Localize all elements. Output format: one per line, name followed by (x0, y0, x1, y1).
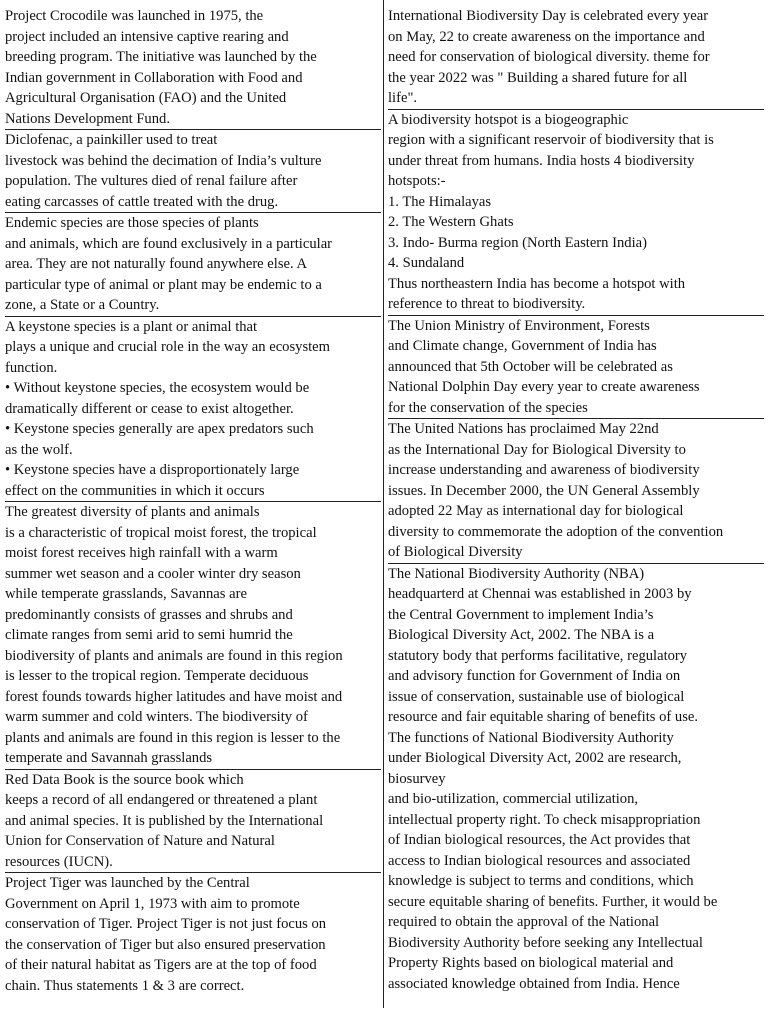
note-line: on May, 22 to create awareness on the importance and (388, 28, 705, 45)
note-line: Thus northeastern India has become a hotspot with (388, 275, 686, 292)
note-line: Property Rights based on biological material and (388, 955, 674, 971)
note-line: issue of conservation, sustainable use of biological (388, 688, 685, 705)
note-line: is lesser to the tropical region. Temperate deciduous (5, 668, 309, 684)
note-line: 3. Indo- Burma region (North Eastern India) (388, 234, 647, 251)
note-line: A keystone species is a plant or animal that (5, 318, 258, 335)
note-line: Project Crocodile was launched in 1975, the (5, 8, 264, 24)
note-line: International Biodiversity Day is celebrated every year (388, 8, 709, 24)
note-line: Red Data Book is the source book which (5, 771, 244, 788)
column-divider (383, 0, 384, 1008)
note-line: function. (5, 359, 58, 376)
note-line: particular type of animal or plant may be endemic to a (5, 276, 322, 293)
note-line: population. The vultures died of renal failure after (5, 173, 298, 189)
note-line: Union for Conservation of Nature and Natural (5, 833, 275, 849)
note-line: The greatest diversity of plants and animals (5, 504, 260, 520)
note-block (5, 213, 381, 317)
note-line: • Without keystone species, the ecosystem would be (5, 380, 310, 396)
note-line: Nations Development Fund. (5, 110, 170, 127)
note-block (5, 317, 381, 503)
note-line: Diclofenac, a painkiller used to treat (5, 132, 218, 148)
note-line: for the conservation of the species (388, 399, 588, 416)
note-line: Government on April 1, 1973 with aim to promote (5, 895, 300, 912)
note-line: resource and fair equitable sharing of benefits of use. (388, 709, 698, 725)
note-line: National Dolphin Day every year to create awareness (388, 379, 700, 395)
note-line: and Climate change, Government of India has (388, 338, 657, 354)
note-line: is a characteristic of tropical moist forest, the tropical (5, 524, 317, 541)
note-line: keeps a record of all endangered or threatened a plant (5, 792, 318, 808)
note-line: chain. Thus statements 1 & 3 are correct. (5, 977, 245, 994)
note-line: as the International Day for Biological Diversity to (388, 441, 686, 458)
note-line: Biological Diversity Act, 2002. The NBA is a (388, 627, 655, 643)
note-line: climate ranges from semi arid to semi humrid the (5, 627, 293, 643)
note-block (5, 6, 381, 130)
note-line: warm summer and cold winters. The biodiversity of (5, 709, 308, 725)
note-line: life". (388, 90, 418, 106)
note-block (388, 110, 764, 316)
note-line: increase understanding and awareness of biodiversity (388, 462, 700, 478)
note-line: as the wolf. (5, 441, 73, 458)
note-line: predominantly consists of grasses and shrubs and (5, 606, 293, 623)
note-line: Endemic species are those species of plants (5, 215, 259, 231)
note-line: project included an intensive captive rearing and (5, 28, 289, 45)
note-block (388, 316, 764, 420)
note-line: knowledge is subject to terms and conditions, which (388, 873, 694, 889)
note-line: temperate and Savannah grasslands (5, 750, 213, 766)
note-line: hotspots:- (388, 173, 446, 189)
note-line: region with a significant reservoir of biodiversity that is (388, 132, 714, 148)
note-line: 4. Sundaland (388, 255, 465, 271)
note-line: breeding program. The initiative was launched by the (5, 49, 317, 65)
note-line: headquarterd at Chennai was established in 2003 by (388, 586, 692, 602)
note-line: and animals, which are found exclusively in a particular (5, 235, 333, 252)
note-line: eating carcasses of cattle treated with the drug. (5, 193, 279, 210)
note-line: under Biological Diversity Act, 2002 are research, (388, 750, 682, 766)
note-line: diversity to commemorate the adoption of the convention (388, 523, 724, 540)
note-line: Biodiversity Authority before seeking any Intellectual (388, 934, 703, 951)
note-block (5, 130, 381, 213)
note-line: and bio-utilization, commercial utilization, (388, 791, 639, 807)
note-line: The National Biodiversity Authority (NBA) (388, 565, 645, 582)
note-line: of Indian biological resources, the Act provides that (388, 832, 691, 848)
note-line: Project Tiger was launched by the Central (5, 875, 250, 891)
note-line: access to Indian biological resources and associated (388, 852, 691, 869)
left-column (5, 6, 381, 996)
note-line: summer wet season and a cooler winter dry season (5, 565, 301, 582)
note-line: while temperate grasslands, Savannas are (5, 586, 247, 602)
note-line: intellectual property right. To check misappropriation (388, 811, 701, 828)
note-line: and advisory function for Government of India on (388, 668, 681, 684)
note-line: Agricultural Organisation (FAO) and the United (5, 90, 287, 106)
note-line: The United Nations has proclaimed May 22nd (388, 421, 659, 437)
note-line: dramatically different or cease to exist altogether. (5, 400, 294, 417)
note-line: 1. The Himalayas (388, 193, 492, 210)
note-line: resources (IUCN). (5, 853, 113, 870)
note-line: • Keystone species have a disproportionately large (5, 462, 300, 478)
note-line: required to obtain the approval of the National (388, 914, 660, 930)
note-line: under threat from humans. India hosts 4 biodiversity (388, 152, 695, 169)
note-line: forest founds towards higher latitudes and have moist and (5, 688, 343, 705)
note-line: adopted 22 May as international day for biological (388, 503, 684, 519)
note-line: Indian government in Collaboration with Food and (5, 69, 303, 86)
note-line: the year 2022 was " Building a shared future for all (388, 69, 688, 86)
note-line: conservation of Tiger. Project Tiger is not just focus on (5, 916, 327, 932)
note-block (5, 502, 381, 770)
note-line: issues. In December 2000, the UN General Assembly (388, 482, 700, 499)
note-line: 2. The Western Ghats (388, 214, 514, 230)
note-block (5, 770, 381, 874)
note-line: effect on the communities in which it occurs (5, 482, 265, 499)
note-line: the Central Government to implement India’s (388, 606, 654, 623)
note-line: need for conservation of biological diversity. theme for (388, 49, 710, 65)
note-line: moist forest receives high rainfall with a warm (5, 545, 278, 561)
note-line: biodiversity of plants and animals are found in this region (5, 647, 343, 664)
note-block (388, 6, 764, 110)
note-line: plays a unique and crucial role in the way an ecosystem (5, 339, 331, 355)
note-line: associated knowledge obtained from India. Hence (388, 975, 680, 992)
note-line: • Keystone species generally are apex predators such (5, 421, 314, 437)
note-block (388, 564, 764, 995)
note-line: livestock was behind the decimation of India’s vulture (5, 152, 322, 169)
note-line: area. They are not naturally found anywhere else. A (5, 256, 308, 272)
note-line: The functions of National Biodiversity Authority (388, 729, 674, 746)
right-column (388, 6, 764, 994)
note-line: the conservation of Tiger but also ensured preservation (5, 936, 326, 953)
note-line: plants and animals are found in this region is lesser to the (5, 729, 341, 746)
note-line: statutory body that performs facilitative, regulatory (388, 647, 688, 664)
note-line: A biodiversity hotspot is a biogeographic (388, 111, 629, 128)
note-line: reference to threat to biodiversity. (388, 296, 586, 312)
note-line: of Biological Diversity (388, 544, 523, 560)
note-line: announced that 5th October will be celebrated as (388, 358, 673, 375)
note-line: biosurvey (388, 770, 446, 787)
note-block (388, 419, 764, 564)
note-line: secure equitable sharing of benefits. Further, it would be (388, 893, 718, 910)
note-line: and animal species. It is published by the International (5, 812, 324, 829)
note-block (5, 873, 381, 996)
note-line: The Union Ministry of Environment, Forests (388, 317, 650, 334)
note-line: of their natural habitat as Tigers are at the top of food (5, 957, 317, 973)
note-line: zone, a State or a Country. (5, 297, 160, 313)
